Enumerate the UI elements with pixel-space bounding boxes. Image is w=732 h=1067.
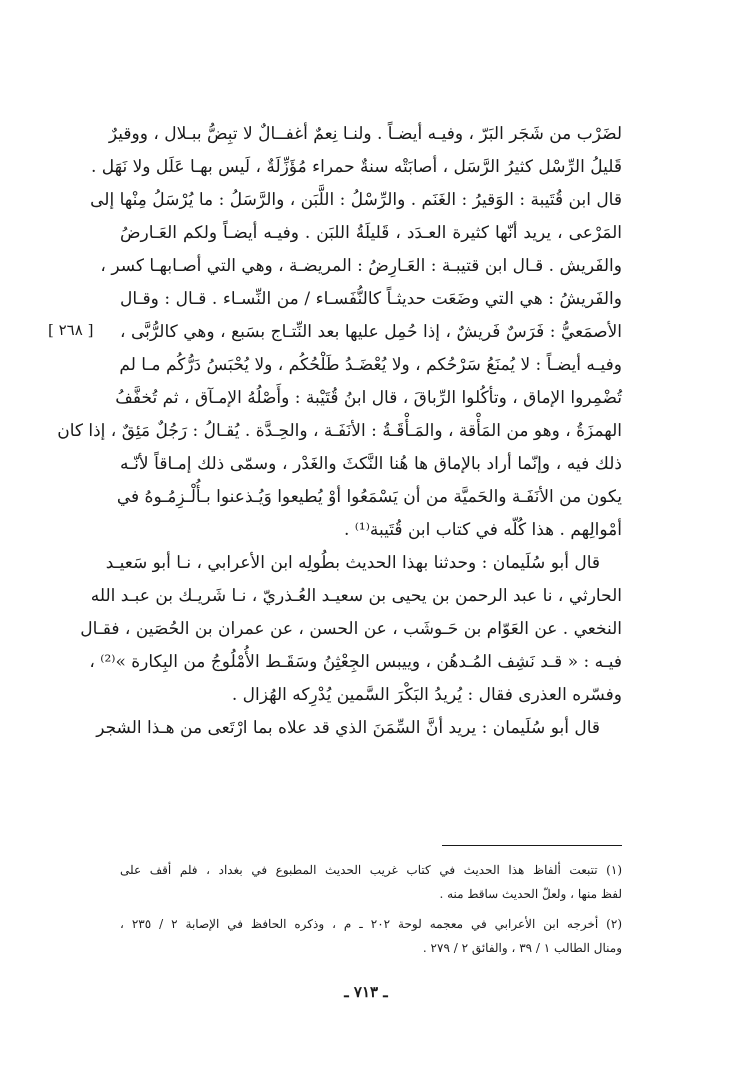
text-line: قال أبو سُلَيمان : وحدثنا بهذا الحديث بطُولِه ابن الأعرابي ، نـا أبو سَعيـد	[105, 553, 600, 573]
text-line: فيـه : « قـد نَشِف المُـدهُن ، وييبس الجِعْثِنُ وسَقَـط الأُمْلُوجُ من البِكارة »⁽²⁾ ،	[89, 652, 622, 672]
text-line: قَليلُ الرِّسْل كثيرُ الرَّسَل ، أصابَتْه سنةٌ حمراء مُؤَزِّلَةٌ ، لَيس بهـا عَلَل ولا نَهَل .	[90, 157, 622, 177]
footnotes	[120, 858, 622, 960]
text-line: تُضْمِروا الإماق ، وتأكُلوا الرِّباقَ ، قال ابنُ قُتَيْبة : وأَصْلُهُ الإمـآق ، ثم تُخفَّفُ	[115, 388, 622, 408]
footnote-line: ومنال الطالب ١ / ٣٩ ، والفائق ٢ / ٢٧٩ .	[422, 941, 622, 955]
footnote-line: (٢) أخرجه ابن الأعرابي في معجمه لوحة ٢٠٢ ـ م ، وذكره الحافظ في الإصابة ٢ / ٢٣٥ ،	[120, 917, 622, 931]
text-line: وفسّره العذرى فقال : يُريدُ البَكْرَ السَّمين يُدْرِكه الهُزال .	[231, 685, 622, 705]
text-line: والفَريشُ : هي التي وضَعَت حديثـاً كالنُّفَسـاء / من النِّسـاء . قـال : وقـال	[120, 289, 622, 309]
text-line: والفَريش . قـال ابن قتيبـة : العَـارِضُ : المريضـة ، وهي التي أصـابهـا كسر ،	[100, 256, 622, 276]
footnote-line: (١) تتبعت ألفاظ هذا الحديث في كتاب غريب الحديث المطبوع في بغداد ، فلم أقف على	[120, 863, 622, 877]
footnote-separator	[442, 845, 622, 846]
text-line: ذلك فيه ، وإنّما أراد بالإماق ها هُنا النَّكثَ والغَدْر ، وسمّى ذلك إمـاقاً لأنّـه	[120, 454, 622, 474]
text-line: الحارثي ، نا عبد الرحمن بن يحيى بن سعيـد العُـذريّ ، نـا شَريـك بن عبـد الله	[90, 586, 622, 606]
text-line: قال أبو سُلَيمان : يريد أنَّ السِّمَنَ الذي قد علاه بما ارْتَعى من هـذا الشجر	[96, 718, 600, 738]
text-line: الهمزَةُ ، وهو من المَأْقة ، والمَـأْقَـةُ : الأنَفَـة ، والحِـدَّة . يُقـالُ : رَجُلٌ مَئِقٌ ، إذا كان	[57, 421, 622, 441]
margin-page-reference: [ ٢٦٨ ]	[48, 321, 94, 339]
text-line: أمْوالِهم . هذا كُلّه في كتاب ابن قُتَيبة⁽¹⁾ .	[343, 520, 622, 540]
text-line: يكون من الأنَفَـة والحَميَّة من أن يَسْمَعُوا أوْ يُطيعوا وَيُـذعنوا بـأُلْـزِمُـوهُ في	[116, 487, 622, 507]
text-line: لضَرْب من شَجَر البَرّ ، وفيـه أيضـاً . ولنـا نِعمٌ أغفــالٌ لا تبِضُّ ببـلال ، ووقيرٌ	[108, 124, 622, 144]
text-line: الأصمَعيُّ : فَرَسٌ فَريشٌ ، إذا حُمِل عليها بعد النِّتـاج بسَبع ، وهي كالرُّبَّى ،	[120, 322, 622, 342]
page-number: ـ ٧١٣ ـ	[344, 983, 388, 1001]
text-line: النخعي . عن العَوّام بن حَـوشَب ، عن الحسن ، عن عمران بن الحُصَين ، فقـال	[80, 619, 622, 639]
footnote-line: لفظ منها ، ولعلّ الحديث ساقط منه .	[439, 887, 622, 901]
text-line: المَرْعى ، يريد أنّها كثيرة العـدَد ، قَليلَةُ اللبَن . وفيـه أيضـاً ولكم العَـارضُ	[120, 223, 622, 243]
text-line: وفيـه أيضـاً : لا يُمنَعُ سَرْحُكم ، ولا يُعْضَـدُ طَلْحُكُم ، ولا يُحْبَسُ دَرُّكُم مـا لم	[119, 355, 622, 375]
text-line: قال ابن قُتَيبة : الوَقيرُ : الغَنَم . والرِّسْلُ : اللَّبَن ، والرَّسَلُ : ما يُرْسَلُ مِنْها إلى	[90, 190, 622, 210]
